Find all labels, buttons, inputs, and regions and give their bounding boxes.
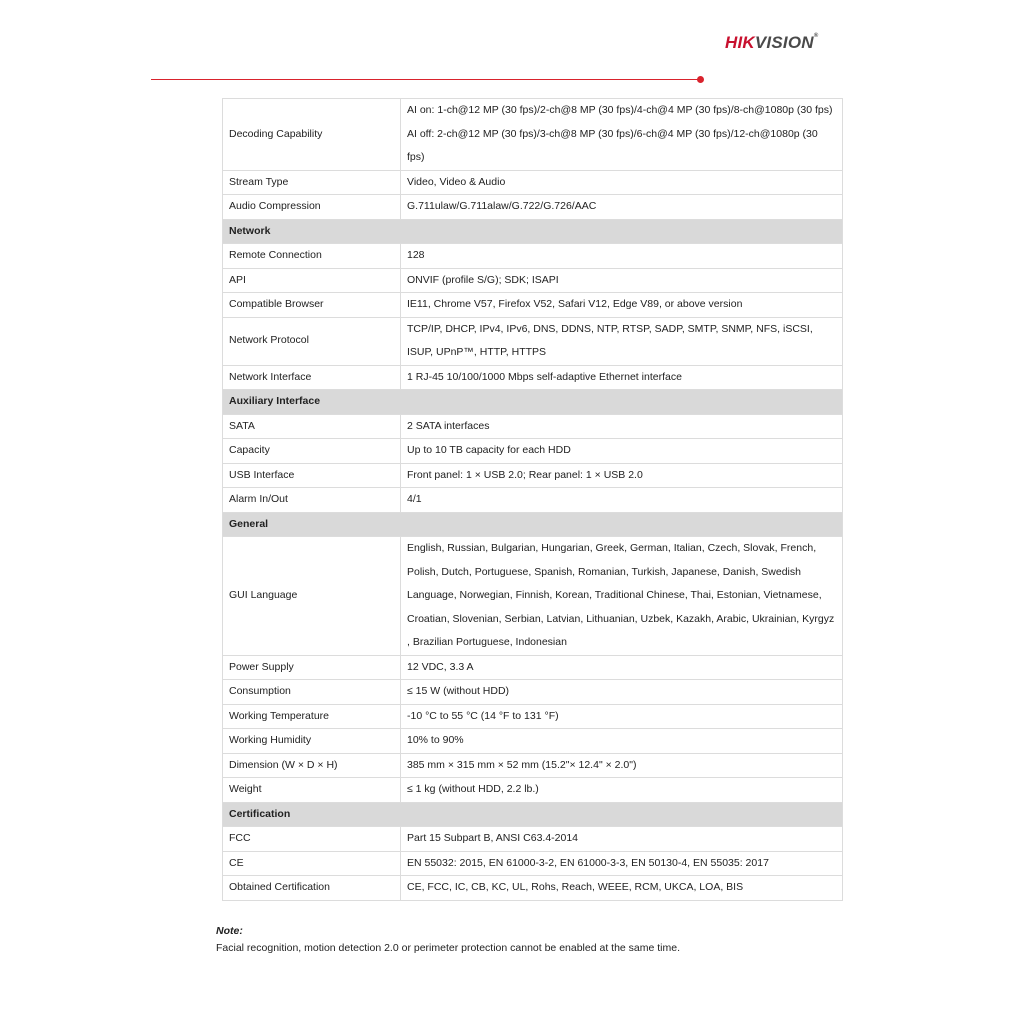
spec-value-line: Front panel: 1 × USB 2.0; Rear panel: 1 × USB 2.0 [407,468,643,481]
spec-value [401,655,843,680]
spec-label: Remote Connection [223,244,401,269]
spec-label: API [223,268,401,293]
spec-value-line: Video, Video & Audio [407,175,506,188]
spec-row [223,268,843,293]
spec-value [401,729,843,754]
section-header [223,512,843,537]
spec-label: Working Temperature [223,704,401,729]
spec-row [223,704,843,729]
section-header [223,219,843,244]
spec-label: Alarm In/Out [223,488,401,513]
spec-row [223,753,843,778]
spec-value [401,537,843,656]
spec-row [223,293,843,318]
spec-label: Weight [223,778,401,803]
spec-row [223,827,843,852]
spec-label: CE [223,851,401,876]
spec-value [401,876,843,901]
logo-hik: HIK [725,33,755,52]
spec-value-line: 385 mm × 315 mm × 52 mm (15.2"× 12.4" × 2.0") [407,758,637,771]
spec-value-line: 2 SATA interfaces [407,419,490,432]
spec-value-line: Up to 10 TB capacity for each HDD [407,444,571,456]
spec-value-line: IE11, Chrome V57, Firefox V52, Safari V12, Edge V89, or above version [407,298,743,310]
spec-label: Obtained Certification [223,876,401,901]
spec-label: FCC [223,827,401,852]
spec-row [223,414,843,439]
logo-vision: VISION [754,33,814,52]
section-header [223,802,843,827]
spec-value-line: 10% to 90% [407,734,464,746]
spec-row [223,778,843,803]
spec-row [223,488,843,513]
spec-value-line: Part 15 Subpart B, ANSI C63.4-2014 [407,832,579,844]
spec-label: Dimension (W × D × H) [223,753,401,778]
spec-label: Power Supply [223,655,401,680]
spec-row [223,439,843,464]
spec-value-line: 128 [407,249,425,261]
spec-value [401,414,843,439]
spec-value-line: TCP/IP, DHCP, IPv4, IPv6, DNS, DDNS, NTP, RTSP, SADP, SMTP, SNMP, NFS, iSCSI, ISUP, UPnP™, HTTP, HTTPS [407,322,813,358]
spec-label: USB Interface [223,463,401,488]
spec-label: GUI Language [223,537,401,656]
spec-value [401,851,843,876]
spec-value [401,488,843,513]
hikvision-logo [725,33,818,53]
spec-value-line: EN 55032: 2015, EN 61000-3-2, EN 61000-3-3, EN 50130-4, EN 55035: 2017 [407,856,769,869]
spec-row [223,317,843,365]
spec-value-line: G.711ulaw/G.711alaw/G.722/G.726/AAC [407,200,597,212]
spec-value-line: AI on: 1-ch@12 MP (30 fps)/2-ch@8 MP (30 fps)/4-ch@4 MP (30 fps)/8-ch@1080p (30 fps) [407,104,833,116]
spec-value [401,463,843,488]
spec-value-line: ONVIF (profile S/G); SDK; ISAPI [407,273,559,286]
spec-value [401,244,843,269]
section-title: General [223,512,843,537]
spec-value-line: -10 °C to 55 °C (14 °F to 131 °F) [407,709,559,722]
spec-table [222,98,843,901]
spec-value-line: AI off: 2-ch@12 MP (30 fps)/3-ch@8 MP (30 fps)/6-ch@4 MP (30 fps)/12-ch@1080p (30 fps) [407,127,818,163]
spec-value-line: 12 VDC, 3.3 A [407,660,474,673]
spec-row [223,851,843,876]
spec-row [223,876,843,901]
spec-value-line: CE, FCC, IC, CB, KC, UL, Rohs, Reach, WEEE, RCM, UKCA, LOA, BIS [407,881,744,893]
spec-value [401,317,843,365]
spec-label: Decoding Capability [223,99,401,171]
note-title: Note: [216,925,243,937]
spec-label: Stream Type [223,170,401,195]
header-rule-dot [697,76,704,83]
spec-label: Compatible Browser [223,293,401,318]
section-title: Network [223,219,843,244]
spec-row [223,365,843,390]
spec-row [223,537,843,656]
section-title: Certification [223,802,843,827]
spec-label: Audio Compression [223,195,401,220]
spec-row [223,99,843,171]
spec-label: SATA [223,414,401,439]
spec-value [401,365,843,390]
header-rule [151,79,699,80]
note-text: Facial recognition, motion detection 2.0 or perimeter protection cannot be enabled at the same time. [216,942,681,954]
spec-row [223,195,843,220]
spec-value-line: 1 RJ-45 10/100/1000 Mbps self-adaptive Ethernet interface [407,370,682,383]
spec-label: Network Protocol [223,317,401,365]
spec-row [223,655,843,680]
section-header [223,390,843,415]
spec-value [401,753,843,778]
spec-value [401,778,843,803]
spec-value-line: 4/1 [407,493,422,505]
spec-label: Consumption [223,680,401,705]
spec-value-line: ≤ 1 kg (without HDD, 2.2 lb.) [407,783,539,795]
spec-value [401,195,843,220]
spec-row [223,170,843,195]
spec-value [401,293,843,318]
spec-row [223,729,843,754]
section-title: Auxiliary Interface [223,390,843,415]
spec-value-line: ≤ 15 W (without HDD) [407,685,510,697]
spec-value [401,268,843,293]
logo-registered-mark: ® [813,33,819,39]
spec-value [401,680,843,705]
spec-row [223,463,843,488]
spec-row [223,680,843,705]
spec-value-line: English, Russian, Bulgarian, Hungarian, Greek, German, Italian, Czech, Slovak, French, Polish, Dutch, Portuguese, Spanish, Romanian, Turkish, Japanese, Danish, Swedish Language, Norwegian, Finnish, Korean, Traditional Chinese, Thai, Estonian, Vietnamese, Croatian, Slovenian, Serbian, Latvian, Lithuanian, Uzbek, Kazakh, Arabic, Ukrainian, Kyrgyz , Brazilian Portuguese, Indonesian [407,542,835,648]
spec-label: Working Humidity [223,729,401,754]
spec-value [401,439,843,464]
spec-value [401,827,843,852]
spec-value [401,704,843,729]
spec-row [223,244,843,269]
spec-label: Capacity [223,439,401,464]
spec-value [401,99,843,171]
spec-value [401,170,843,195]
spec-label: Network Interface [223,365,401,390]
